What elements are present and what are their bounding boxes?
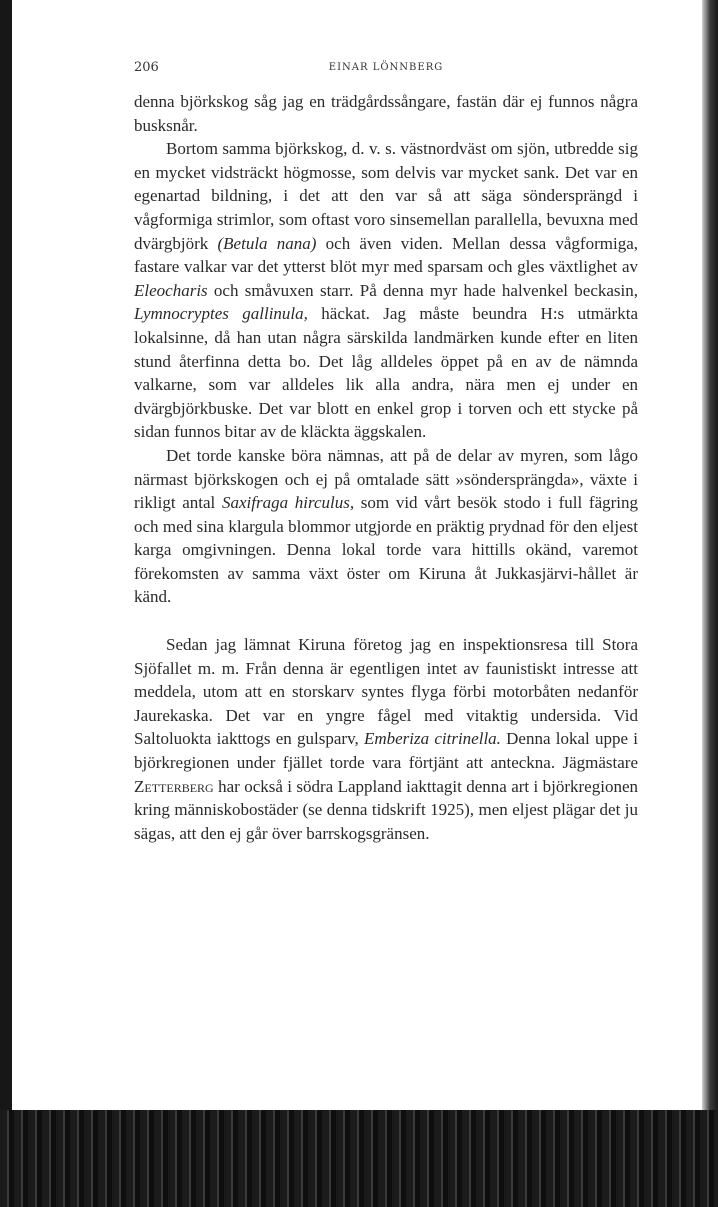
paragraph-2: [134, 137, 638, 444]
text-run: häckat. Jag måste beundra H:s utmärkta lokalsinne, då han utan några särskilda landmärken kunde efter en liten stund återfinna detta bo. Det låg alldeles öppet på en av de nämnda valkarne, som var alldeles lik alla andra, nära men ej under en dvärgbjörkbuske. Det var blott en enkel grop i torven och ett stycke på sidan funnos bitar av de kläckta äggskalen.: [134, 304, 638, 442]
species-name: (Betula nana): [217, 233, 317, 253]
text-run: Sedan jag lämnat Kiruna företog jag en inspektionsresa till Stora Sjöfallet m. m. Från denna är egentligen intet av faunistiskt intresse att meddela, utom att en storskarv syntes flyga förbi motorbåten nedanför Jaurekaska. Det var en yngre fågel med vitaktig undersida. Vid Saltoluokta iakttogs en gulsparv,: [134, 635, 638, 749]
text-run: och även viden. Mellan dessa vågformiga, fastare valkar var det ytterst blöt myr med sparsam och gles växtlighet av: [134, 233, 638, 277]
text-run: som vid vårt besök stodo i full fägring och med sina klargula blommor utgjorde en präktig prydnad för den eljest karga omgivningen. Denna lokal torde vara hittills okänd, varemot förekomsten av samma växt öster om Kiruna åt Jukkasjärvi-hållet är känd.: [134, 493, 638, 607]
text-run: och småvuxen starr. På denna myr hade halvenkel beckasin,: [207, 280, 638, 300]
text-run: Denna lokal uppe i björkregionen under fjället torde vara förtjänt att anteckna. Jägmästare: [134, 729, 638, 773]
paragraph-4: [134, 633, 638, 845]
body-text: [134, 90, 638, 845]
paragraph-3: [134, 444, 638, 609]
scan-background-strip: [0, 1110, 718, 1207]
page-number: 206: [134, 60, 159, 75]
page-header: [134, 60, 638, 80]
running-head: EINAR LÖNNBERG: [328, 62, 444, 73]
text-run: Bortom samma björkskog, d. v. s. västnordväst om sjön, utbredde sig en mycket vidsträckt högmosse, som delvis var mycket sank. Det var en egenartad bildning, i det att den var så att säga söndersprängd i vågformiga strimlor, som oftast voro sinsemellan parallella, bevuxna med dvärgbjörk: [134, 139, 638, 253]
page-edge-shadow: [702, 0, 718, 1110]
person-name: Zetterberg: [134, 776, 214, 796]
text-run: har också i södra Lappland iakttagit denna art i björkregionen kring människobostäder (se denna tidskrift 1925), men eljest plägar det ju sägas, att den ej går över barrskogsgränsen.: [134, 776, 638, 843]
text-run: Det torde kanske böra nämnas, att på de delar av myren, som lågo närmast björkskogen och ej på omtalade sätt »söndersprängda», växte i rikligt antal: [134, 445, 638, 513]
species-name: Saxifraga hirculus,: [221, 493, 355, 513]
species-name: Emberiza citrinella.: [363, 729, 501, 749]
paragraph-1: denna björkskog såg jag en trädgårdssångare, fastän där ej funnos några busksnår.: [134, 92, 638, 135]
species-name: Lymnocryptes gallinula,: [134, 304, 308, 324]
species-name: Eleocharis: [134, 280, 208, 300]
